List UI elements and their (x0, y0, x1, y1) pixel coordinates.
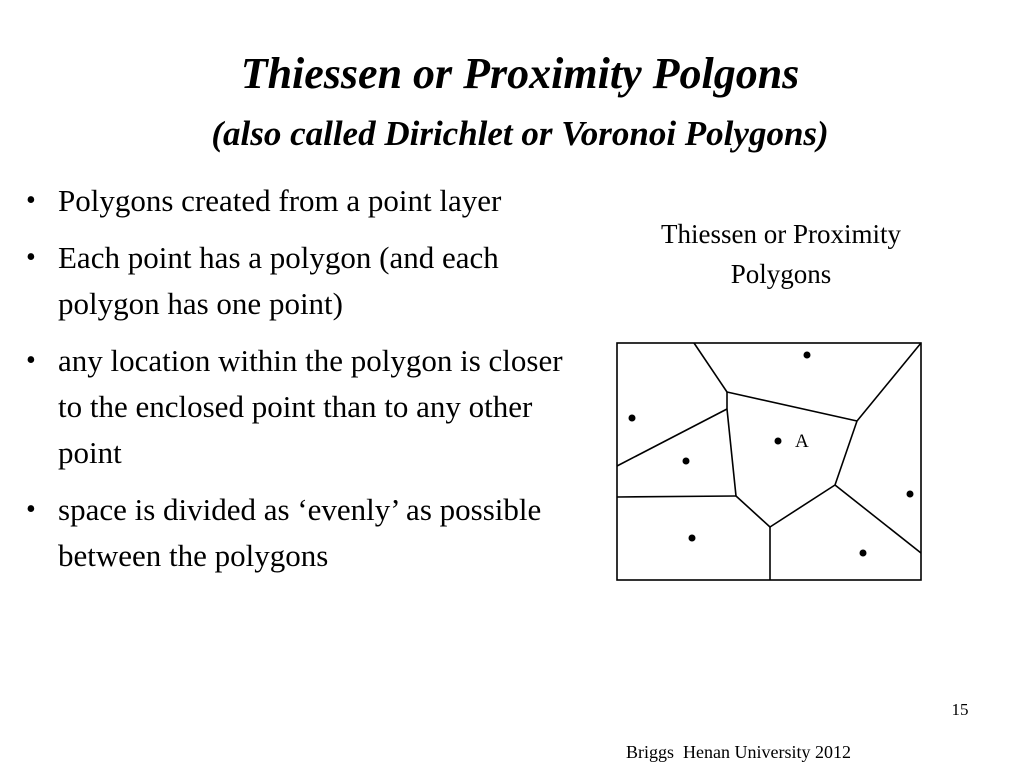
slide-subtitle: (also called Dirichlet or Voronoi Polygons) (211, 114, 829, 153)
bullet-text: Each point has a polygon (and each polygon has one point) (58, 240, 499, 321)
polygon-edge (835, 421, 857, 485)
polygon-edge (736, 496, 770, 527)
polygon-edge (727, 409, 736, 496)
point (860, 550, 867, 557)
bullet-text: space is divided as ‘evenly’ as possible between the polygons (58, 492, 542, 573)
polygon-edges (617, 343, 921, 580)
bullet-icon: • (26, 242, 36, 273)
point-a-label: A (795, 431, 809, 452)
point (683, 458, 690, 465)
bullet-icon: • (26, 345, 36, 376)
polygon-edge (857, 343, 921, 421)
bullet-text: any location within the polygon is closer to the enclosed point than to any other point (58, 343, 563, 470)
bullet-text: Polygons created from a point layer (58, 183, 502, 218)
polygon-edge (617, 496, 736, 497)
point (804, 352, 811, 359)
point-a (775, 438, 782, 445)
page-number: 15 (951, 700, 969, 719)
slide-title: Thiessen or Proximity Polgons (240, 49, 800, 98)
point (689, 535, 696, 542)
footer-credit: Briggs Henan University 2012 (626, 742, 851, 762)
diagram-title: Thiessen or Proximity Polygons (661, 219, 901, 289)
diagram-boundary (617, 343, 921, 580)
polygon-edge (727, 392, 857, 421)
point (907, 491, 914, 498)
polygon-edge (694, 343, 727, 392)
point (629, 415, 636, 422)
bullet-icon: • (26, 185, 36, 216)
polygon-edge (770, 485, 835, 527)
bullet-icon: • (26, 494, 36, 525)
